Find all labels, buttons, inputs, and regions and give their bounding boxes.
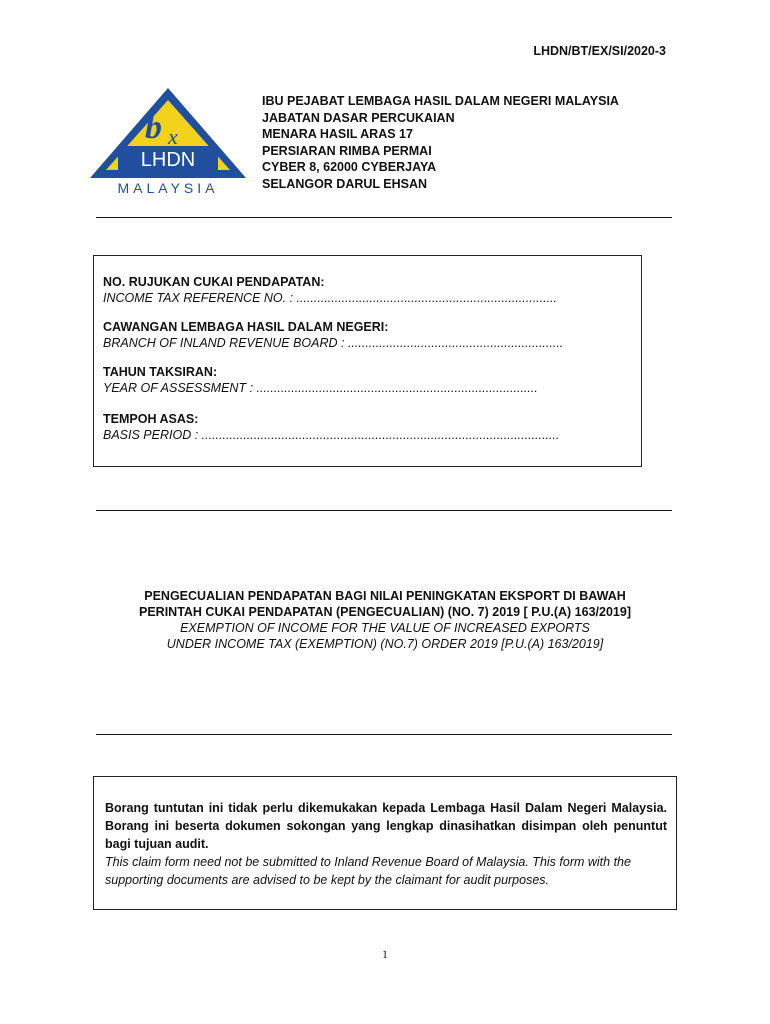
svg-text:b: b [145, 109, 162, 146]
divider [96, 217, 672, 218]
document-reference: LHDN/BT/EX/SI/2020-3 [533, 44, 666, 58]
field-label-en: YEAR OF ASSESSMENT : ................................................................................. [103, 381, 538, 395]
address-line: MENARA HASIL ARAS 17 [262, 127, 413, 141]
title-en-line: EXEMPTION OF INCOME FOR THE VALUE OF INCREASED EXPORTS [180, 621, 590, 635]
title-en-line: UNDER INCOME TAX (EXEMPTION) (NO.7) ORDER 2019 [P.U.(A) 163/2019] [166, 637, 604, 651]
title-bm-line: PENGECUALIAN PENDAPATAN BAGI NILAI PENINGKATAN EKSPORT DI BAWAH [144, 589, 626, 603]
taxpayer-info-box [93, 255, 642, 467]
divider [96, 510, 672, 511]
notice-text-bm: Borang tuntutan ini tidak perlu dikemukakan kepada Lembaga Hasil Dalam Negeri Malaysia. Borang ini beserta dokumen sokongan yang lengkap dinasihatkan disimpan oleh penuntut bagi tujuan audit. [105, 801, 667, 851]
address-line: JABATAN DASAR PERCUKAIAN [262, 110, 455, 125]
field-label-bm: CAWANGAN LEMBAGA HASIL DALAM NEGERI: [103, 320, 389, 334]
field-label-bm: TEMPOH ASAS: [103, 412, 199, 426]
address-line: SELANGOR DARUL EHSAN [262, 176, 428, 191]
lhdn-logo [88, 86, 248, 196]
year-of-assessment-field[interactable] [103, 364, 538, 396]
page-number: 1 [382, 949, 388, 961]
field-label-bm: TAHUN TAKSIRAN: [103, 365, 218, 379]
logo-text: LHDN [140, 149, 196, 171]
field-label-en: BASIS PERIOD : ....................................................................................................... [103, 428, 560, 442]
address-line: CYBER 8, 62000 CYBERJAYA [262, 160, 437, 174]
field-label-en: BRANCH OF INLAND REVENUE BOARD : .............................................................. [103, 336, 564, 350]
branch-field[interactable] [103, 319, 563, 351]
title-bm-line: PERINTAH CUKAI PENDAPATAN (PENGECUALIAN) (NO. 7) 2019 [ P.U.(A) 163/2019] [139, 605, 631, 619]
field-label-en: INCOME TAX REFERENCE NO. : ........................................................................... [103, 291, 558, 305]
address-line: IBU PEJABAT LEMBAGA HASIL DALAM NEGERI MALAYSIA [262, 94, 619, 108]
svg-text:x: x [168, 124, 178, 149]
address-line: PERSIARAN RIMBA PERMAI [262, 143, 432, 158]
tax-reference-field[interactable] [103, 274, 557, 306]
logo-country: MALAYSIA [117, 180, 219, 196]
address-block [262, 93, 619, 192]
notice-box [93, 776, 677, 910]
basis-period-field[interactable] [103, 411, 559, 443]
form-title [90, 588, 680, 652]
divider [96, 734, 672, 735]
field-label-bm: NO. RUJUKAN CUKAI PENDAPATAN: [103, 275, 325, 289]
notice-text-en: This claim form need not be submitted to Inland Revenue Board of Malaysia. This form with the supporting documents are advised to be kept by the claimant for audit purposes. [105, 855, 631, 887]
